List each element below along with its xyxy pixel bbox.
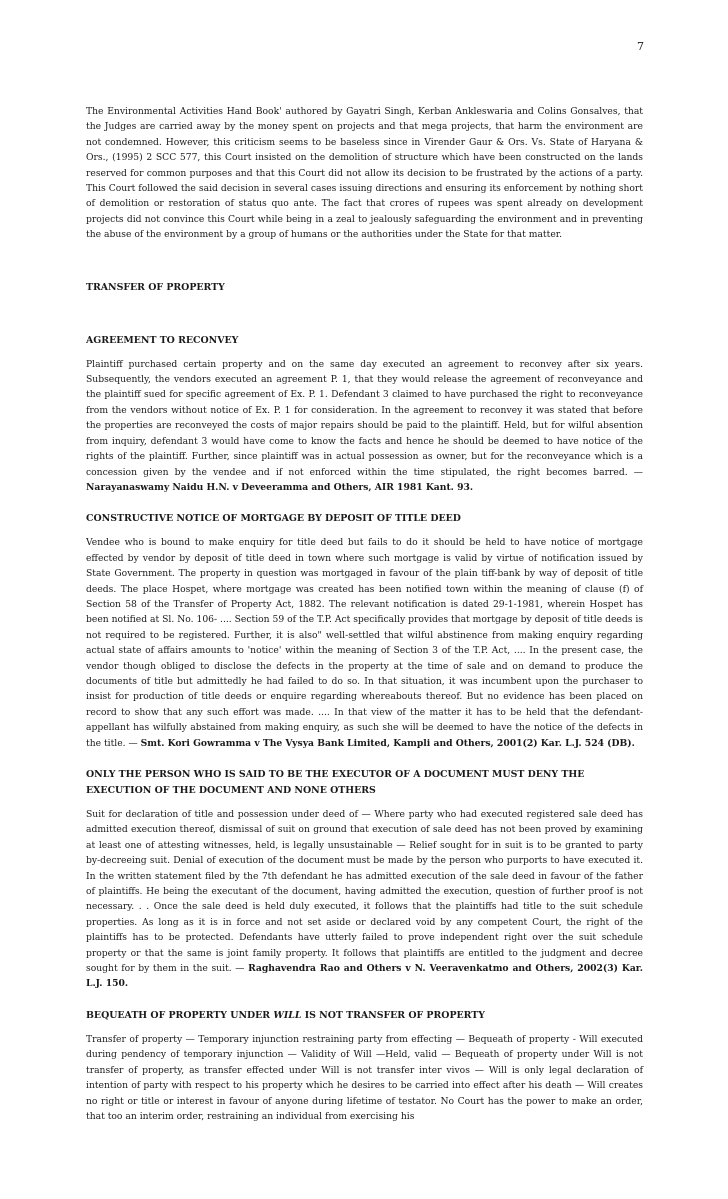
bequeath-heading xyxy=(86,1008,643,1024)
bequeath-paragraph: Transfer of property — Temporary injunction restraining party from effecting — Bequeath of property - Will executed during pendency of temporary injunction — Validity of Will —Held, valid — Bequeath of property under Will is not transfer of property, as transfer effected under Will is not transfer inter vivos — Will is only legal declaration of intention of party with respect to his property which he desires to be carried into effect after his death — Will creates no right or title or interest in favour of anyone during lifetime of testator. No Court has the power to make an order, that too an interim order, restraining an individual from exercising his xyxy=(86,1033,643,1122)
executor-paragraph xyxy=(86,807,643,992)
agreement-paragraph xyxy=(86,357,643,496)
agreement-heading: AGREEMENT TO RECONVEY xyxy=(86,334,239,346)
executor-heading: ONLY THE PERSON WHO IS SAID TO BE THE EXECUTOR OF A DOCUMENT MUST DENY THE EXECUTION OF THE DOCUMENT AND NONE OTHERS xyxy=(86,769,585,796)
constructive-citation: Smt. Kori Gowramma v The Vysya Bank Limited, Kampli and Others, 2001(2) Kar. L.J. 524 (DB). xyxy=(140,737,635,749)
page-number: 7 xyxy=(637,40,644,53)
agreement-citation: Narayanaswamy Naidu H.N. v Deveeramma and Others, AIR 1981 Kant. 93. xyxy=(86,481,474,493)
document-body xyxy=(86,104,643,1124)
intro-paragraph: The Environmental Activities Hand Book' authored by Gayatri Singh, Kerban Ankleswaria and Colins Gonsalves, that the Judges are carried away by the money spent on projects and that mega projects, that harm the environment are not condemned. However, this criticism seems to be baseless since in Virender Gaur & Ors. Vs. State of Haryana & Ors., (1995) 2 SCC 577, this Court insisted on the demolition of structure which have been constructed on the lands reserved for common purposes and that this Court did not allow its decision to be frustrated by the actions of a party. This Court followed the said decision in several cases issuing directions and ensuring its enforcement by nothing short of demolition or restoration of status quo ante. The fact that crores of rupees was spent already on development projects did not convince this Court while being in a zeal to jealously safeguarding the environment and in preventing the abuse of the environment by a group of humans or the authorities under the State for that matter. xyxy=(86,106,643,241)
executor-body: Suit for declaration of title and possession under deed of — Where party who had executed registered sale deed has admitted execution thereof, dismissal of suit on ground that execution of sale deed has not been proved by examining at least one of attesting witnesses, held, is legally unsustainable — Relief sought for in suit is to be granted to party by-decreeing suit. Denial of execution of the document must be made by the person who purports to have executed it. In the written statement filed by the 7th defendant he has admitted execution of the sale deed in favour of the father of plaintiffs. He being the executant of the document, having admitted the execution, question of further proof is not necessary. . . Once the sale deed is held duly executed, it follows that the plaintiffs had title to the suit schedule properties. As long as it is in force and not set aside or declared void by any competent Court, the right of the plaintiffs has to be protected. Defendants have utterly failed to prove independent right over the suit schedule property or that the same is joint family property. It follows that plaintiffs are entitled to the judgment and decree sought for by them in the suit. — xyxy=(86,809,643,975)
bequeath-heading-end: IS NOT TRANSFER OF PROPERTY xyxy=(301,1009,485,1021)
agreement-body: Plaintiff purchased certain property and on the same day executed an agreement to reconvey after six years. Subsequently, the vendors executed an agreement P. 1, that they would release the agreement of reconveyance and the plaintiff sued for specific agreement of Ex. P. 1. Defendant 3 claimed to have purchased the right to reconveyance from the vendors without notice of Ex. P. 1 for consideration. In the agreement to reconvey it was stated that before the properties are reconveyed the costs of major repairs should be paid to the plaintiff. Held, but for wilful absention from inquiry, defendant 3 would have come to know the facts and hence he should be deemed to have notice of the rights of the plaintiff. Further, since plaintiff was in actual possession as owner, but for the reconveyance which is a concession given by the vendee and if not enforced within the time stipulated, the right becomes barred. — xyxy=(86,358,643,478)
bequeath-heading-start: BEQUEATH OF PROPERTY UNDER xyxy=(86,1009,274,1021)
executor-citation: Raghavendra Rao and Others v N. Veeravenkatmo and Others, 2002(3) Kar. L.J. 150. xyxy=(86,963,643,990)
constructive-body: Vendee who is bound to make enquiry for title deed but fails to do it should be held to have notice of mortgage effected by vendor by deposit of title deed in town where such mortgage is valid by virtue of notification issued by State Government. The property in question was mortgaged in favour of the plain tiff-bank by way of deposit of title deeds. The place Hospet, where mortgage was created has been notified town within the meaning of clause (f) of Section 58 of the Transfer of Property Act, 1882. The relevant notification is dated 29-1-1981, wherein Hospet has been notified at Sl. No. 106- .... Section 59 of the T.P. Act specifically provides that mortgage by deposit of title deeds is not required to be registered. Further, it is also" well-settled that wilful abstinence from making enquiry regarding actual state of affairs amounts to 'notice' within the meaning of Section 3 of the T.P. Act, .... In the present case, the vendor though obliged to disclose the defects in the property at the time of sale and on demand to produce the documents of title but admittedly he had failed to do so. In that situation, it was incumbent upon the purchaser to insist for production of title deeds or enquire regarding whereabouts thereof. But no evidence has been placed on record to show that any such effort was made. .... In that view of the matter it has to be held that the defendant-appellant has wilfully abstained from making enquiry, as such she will be deemed to have the notice of the defects in the title. — xyxy=(86,537,643,749)
section-title: TRANSFER OF PROPERTY xyxy=(86,281,225,293)
bequeath-heading-will: WILL xyxy=(273,1009,302,1021)
constructive-paragraph xyxy=(86,535,643,751)
constructive-heading: CONSTRUCTIVE NOTICE OF MORTGAGE BY DEPOSIT OF TITLE DEED xyxy=(86,513,461,525)
